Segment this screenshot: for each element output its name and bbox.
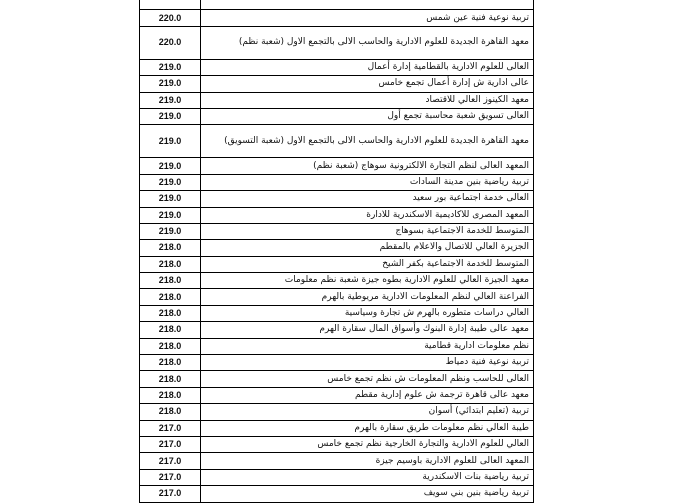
table-row [140,158,534,174]
score-cell: 218.0 [140,404,201,420]
table-row [140,108,534,124]
institute-name-cell: العالي دراسات متطوره بالهرم ش تجارة وسياسية [201,305,534,321]
table-row [140,223,534,239]
score-cell: 218.0 [140,338,201,354]
score-cell [140,0,201,10]
table-row [140,76,534,92]
table-row [140,289,534,305]
institute-name-cell: معهد الجيزة العالي للعلوم الادارية بطوه جيزة شعبة نظم معلومات [201,273,534,289]
table-row [140,486,534,502]
score-cell: 219.0 [140,207,201,223]
institute-name-cell: نظم معلومات ادارية قطامية [201,338,534,354]
institute-name-cell: معهد عالى طيبة إدارة البنوك وأسواق المال سقارة الهرم [201,322,534,338]
table-row [140,322,534,338]
institute-name-cell: عالى ادارية ش إدارة أعمال تجمع خامس [201,76,534,92]
institute-name-cell: معهد الكينوز العالي للاقتصاد [201,92,534,108]
score-cell: 219.0 [140,191,201,207]
table-row [140,59,534,75]
table-row [140,469,534,485]
institute-name-cell: المتوسط للخدمة الاجتماعية بكفر الشيخ [201,256,534,272]
institute-name-cell: العالى للعلوم الادارية بالقطامية إدارة أعمال [201,59,534,75]
institute-name-cell: معهد القاهرة الجديدة للعلوم الادارية والحاسب الالى بالتجمع الاول (شعبة نظم) [201,26,534,59]
institute-name-cell: المعهد المصرى للاكاديمية الاسكندرية للادارة [201,207,534,223]
table-row [140,273,534,289]
table-row [140,240,534,256]
institute-name-cell: العالى للحاسب ونظم المعلومات ش نظم تجمع خامس [201,371,534,387]
table-row [140,256,534,272]
institute-name-cell: المعهد العالى لنظم التجارة الالكترونية سوهاج (شعبة نظم) [201,158,534,174]
institute-name-cell: تربية نوعية فنية دمياط [201,355,534,371]
table-row [140,26,534,59]
score-cell: 218.0 [140,273,201,289]
table-row [140,371,534,387]
table-row [140,191,534,207]
score-cell: 218.0 [140,355,201,371]
table-row [140,92,534,108]
institute-name-cell [201,0,534,10]
table-row [140,0,534,10]
score-cell: 219.0 [140,125,201,158]
admission-scores-table [139,0,534,503]
score-cell: 218.0 [140,240,201,256]
score-cell: 220.0 [140,26,201,59]
score-cell: 218.0 [140,289,201,305]
institute-name-cell: تربية رياضية بنين بني سويف [201,486,534,502]
institute-name-cell: العالى خدمة اجتماعية بور سعيد [201,191,534,207]
score-cell: 219.0 [140,223,201,239]
table-row [140,125,534,158]
score-cell: 219.0 [140,59,201,75]
institute-name-cell: العالي للعلوم الادارية والتجارة الخارجية نظم تجمع خامس [201,436,534,452]
table-row [140,207,534,223]
institute-name-cell: المعهد العالى للعلوم الادارية باوسيم جيزة [201,453,534,469]
score-cell: 218.0 [140,387,201,403]
score-cell: 219.0 [140,108,201,124]
table-row [140,338,534,354]
institute-name-cell: المتوسط للخدمة الاجتماعية بسوهاج [201,223,534,239]
table-row [140,305,534,321]
table-row [140,404,534,420]
institute-name-cell: تربية رياضية بنات الاسكندرية [201,469,534,485]
score-cell: 217.0 [140,436,201,452]
score-cell: 219.0 [140,76,201,92]
score-cell: 218.0 [140,256,201,272]
score-cell: 219.0 [140,158,201,174]
table-row [140,10,534,26]
institute-name-cell: معهد القاهرة الجديدة للعلوم الادارية والحاسب الالى بالتجمع الاول (شعبة التسويق) [201,125,534,158]
table-row [140,355,534,371]
score-cell: 218.0 [140,305,201,321]
table-row [140,453,534,469]
institute-name-cell: معهد عالى قاهرة ترجمة ش علوم إدارية مقطم [201,387,534,403]
score-cell: 217.0 [140,486,201,502]
score-cell: 218.0 [140,322,201,338]
score-cell: 220.0 [140,10,201,26]
table-row [140,387,534,403]
institute-name-cell: تربية نوعية فنية عين شمس [201,10,534,26]
score-cell: 219.0 [140,92,201,108]
institute-name-cell: الجزيرة العالي للاتصال والاعلام بالمقطم [201,240,534,256]
table-row [140,174,534,190]
institute-name-cell: الفراعنة العالي لنظم المعلومات الادارية مريوطية بالهرم [201,289,534,305]
institute-name-cell: العالى تسويق شعبة محاسبة تجمع أول [201,108,534,124]
table-row [140,436,534,452]
table-row [140,420,534,436]
institute-name-cell: طيبة العالي نظم معلومات طريق سقارة بالهرم [201,420,534,436]
score-cell: 217.0 [140,453,201,469]
score-cell: 218.0 [140,371,201,387]
institute-name-cell: تربية (تعليم ابتدائي) أسوان [201,404,534,420]
score-cell: 219.0 [140,174,201,190]
score-cell: 217.0 [140,469,201,485]
institute-name-cell: تربية رياضية بنين مدينة السادات [201,174,534,190]
score-cell: 217.0 [140,420,201,436]
